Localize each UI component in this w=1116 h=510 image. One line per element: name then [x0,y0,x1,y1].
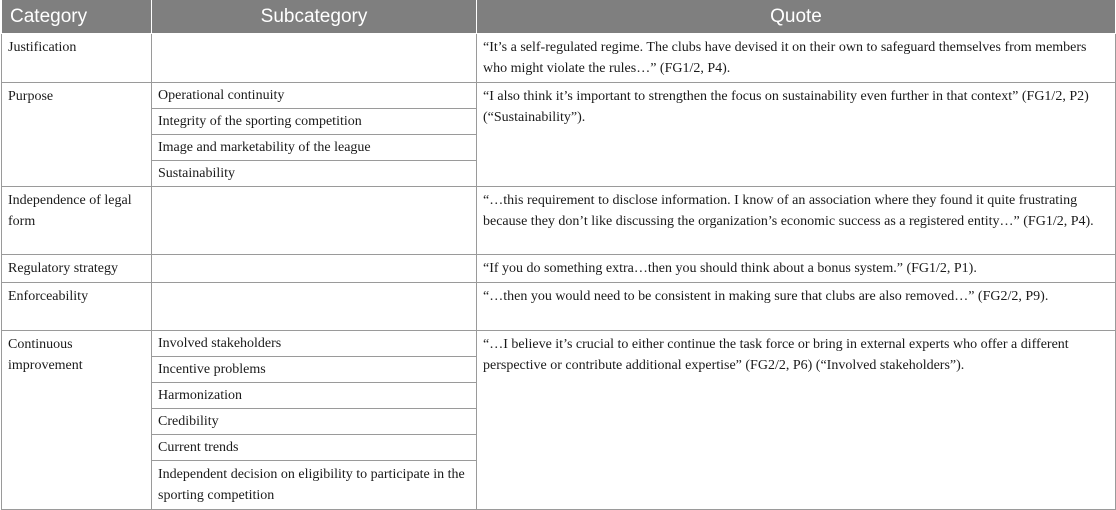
quote-cell: “…then you would need to be consistent in making sure that clubs are also removed…” (FG2/2, P9). [477,283,1116,331]
quote-cell: “I also think it’s important to strengthen the focus on sustainability even further in that context” (FG1/2, P2) (“Sustainability”). [477,83,1116,187]
table-row [2,34,1116,83]
subcategory-cell: Image and marketability of the league [152,135,477,161]
category-cell: Purpose [2,83,152,187]
subcategory-cell: Involved stakeholders [152,331,477,357]
quote-cell: “It’s a self-regulated regime. The clubs have devised it on their own to safeguard themselves from members who might violate the rules…” (FG1/2, P4). [477,34,1116,83]
header-row [2,0,1116,34]
subcategory-cell: Incentive problems [152,357,477,383]
category-cell: Justification [2,34,152,83]
table-row [2,187,1116,255]
quote-cell: “…this requirement to disclose information. I know of an association where they found it quite frustrating because they don’t like discussing the organization’s economic success as a registered entity…” (FG1/2, P4). [477,187,1116,255]
subcategory-cell: Independent decision on eligibility to participate in the sporting competition [152,461,477,510]
subcategory-cell [152,255,477,283]
header-subcategory: Subcategory [152,0,477,34]
header-quote: Quote [477,0,1116,34]
table-row [2,283,1116,331]
subcategory-cell [152,283,477,331]
category-cell: Independence of legal form [2,187,152,255]
subcategory-cell: Integrity of the sporting competition [152,109,477,135]
quote-cell: “If you do something extra…then you should think about a bonus system.” (FG1/2, P1). [477,255,1116,283]
subcategory-cell [152,34,477,83]
table-row [2,83,1116,109]
table-row [2,255,1116,283]
findings-table [1,0,1116,510]
subcategory-cell [152,187,477,255]
category-cell: Enforceability [2,283,152,331]
category-cell: Continuous improvement [2,331,152,510]
quote-cell: “…I believe it’s crucial to either continue the task force or bring in external experts who offer a different perspective or contribute additional expertise” (FG2/2, P6) (“Involved stakeholders”). [477,331,1116,510]
subcategory-cell: Operational continuity [152,83,477,109]
subcategory-cell: Current trends [152,435,477,461]
subcategory-cell: Credibility [152,409,477,435]
header-category: Category [2,0,152,34]
subcategory-cell: Harmonization [152,383,477,409]
subcategory-cell: Sustainability [152,161,477,187]
table-row [2,331,1116,357]
category-cell: Regulatory strategy [2,255,152,283]
